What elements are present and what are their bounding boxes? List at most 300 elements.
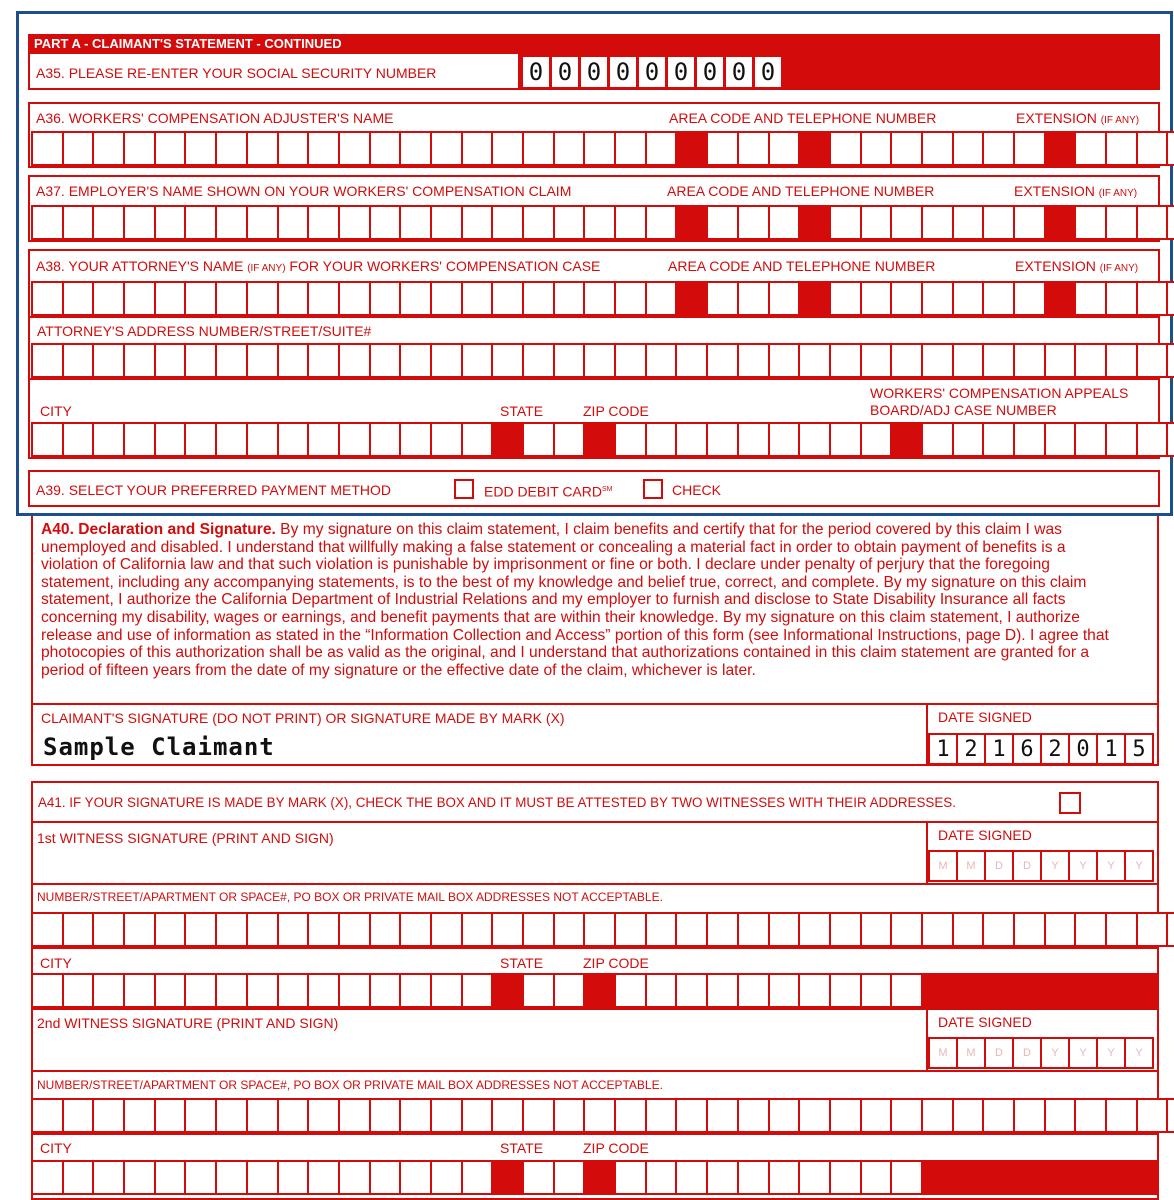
- char-box[interactable]: [1074, 205, 1107, 240]
- char-box[interactable]: [338, 281, 371, 316]
- char-box[interactable]: [277, 973, 310, 1008]
- char-box[interactable]: [215, 281, 248, 316]
- w2-address-boxes[interactable]: [31, 1098, 1174, 1133]
- char-box[interactable]: [277, 281, 310, 316]
- char-box[interactable]: [277, 1160, 310, 1195]
- char-box[interactable]: [798, 973, 831, 1008]
- char-box[interactable]: [307, 131, 340, 166]
- char-box[interactable]: [1166, 1098, 1174, 1133]
- char-box[interactable]: [277, 422, 310, 457]
- char-box[interactable]: [491, 281, 524, 316]
- char-box[interactable]: [246, 973, 279, 1008]
- char-box[interactable]: [645, 1098, 678, 1133]
- char-box[interactable]: [675, 422, 708, 457]
- char-box[interactable]: [737, 912, 770, 947]
- date-digit-box[interactable]: 1: [1096, 733, 1126, 765]
- char-box[interactable]: [614, 131, 647, 166]
- char-box[interactable]: [645, 973, 678, 1008]
- char-box[interactable]: [860, 343, 893, 378]
- char-box[interactable]: [123, 205, 156, 240]
- char-box[interactable]: [307, 281, 340, 316]
- date-digit-box[interactable]: Y: [1096, 1037, 1126, 1069]
- char-box[interactable]: [62, 131, 95, 166]
- char-box[interactable]: [982, 281, 1015, 316]
- char-box[interactable]: [522, 131, 555, 166]
- char-box[interactable]: [184, 912, 217, 947]
- w2-date-boxes[interactable]: [928, 1037, 1152, 1069]
- char-box[interactable]: [92, 343, 125, 378]
- char-box[interactable]: [829, 343, 862, 378]
- char-box[interactable]: [768, 973, 801, 1008]
- char-box[interactable]: [154, 281, 187, 316]
- date-digit-box[interactable]: D: [1012, 1037, 1042, 1069]
- a37-boxes[interactable]: [31, 205, 1174, 240]
- char-box[interactable]: [1105, 912, 1138, 947]
- char-box[interactable]: [706, 1098, 739, 1133]
- char-box[interactable]: [31, 422, 64, 457]
- char-box[interactable]: [399, 343, 432, 378]
- char-box[interactable]: [829, 205, 862, 240]
- char-box[interactable]: [798, 912, 831, 947]
- char-box[interactable]: [154, 1098, 187, 1133]
- char-box[interactable]: [123, 343, 156, 378]
- char-box[interactable]: [614, 422, 647, 457]
- char-box[interactable]: [706, 1160, 739, 1195]
- char-box[interactable]: [277, 131, 310, 166]
- char-box[interactable]: [1044, 1098, 1077, 1133]
- char-box[interactable]: [522, 1160, 555, 1195]
- char-box[interactable]: [491, 343, 524, 378]
- mark-attestation-checkbox[interactable]: [1059, 792, 1081, 814]
- char-box[interactable]: [307, 422, 340, 457]
- char-box[interactable]: [737, 131, 770, 166]
- char-box[interactable]: [553, 131, 586, 166]
- char-box[interactable]: [1136, 912, 1169, 947]
- a38-city-boxes[interactable]: [31, 422, 1174, 457]
- char-box[interactable]: [491, 912, 524, 947]
- char-box[interactable]: [1013, 205, 1046, 240]
- char-box[interactable]: [737, 1098, 770, 1133]
- char-box[interactable]: [399, 205, 432, 240]
- char-box[interactable]: [338, 343, 371, 378]
- char-box[interactable]: [553, 973, 586, 1008]
- char-box[interactable]: [92, 1098, 125, 1133]
- char-box[interactable]: [1013, 343, 1046, 378]
- char-box[interactable]: [123, 912, 156, 947]
- char-box[interactable]: [614, 1160, 647, 1195]
- char-box[interactable]: [154, 973, 187, 1008]
- char-box[interactable]: [154, 343, 187, 378]
- char-box[interactable]: [1074, 912, 1107, 947]
- char-box[interactable]: [645, 422, 678, 457]
- char-box[interactable]: [553, 343, 586, 378]
- char-box[interactable]: [583, 131, 616, 166]
- char-box[interactable]: [1166, 131, 1174, 166]
- char-box[interactable]: [31, 205, 64, 240]
- char-box[interactable]: [768, 422, 801, 457]
- char-box[interactable]: [491, 131, 524, 166]
- char-box[interactable]: [1105, 343, 1138, 378]
- char-box[interactable]: [768, 343, 801, 378]
- char-box[interactable]: [31, 343, 64, 378]
- char-box[interactable]: [645, 205, 678, 240]
- char-box[interactable]: [184, 973, 217, 1008]
- char-box[interactable]: [890, 131, 923, 166]
- char-box[interactable]: [31, 973, 64, 1008]
- date-digit-box[interactable]: 2: [1040, 733, 1070, 765]
- char-box[interactable]: [553, 205, 586, 240]
- char-box[interactable]: [1013, 131, 1046, 166]
- char-box[interactable]: [553, 912, 586, 947]
- char-box[interactable]: [184, 281, 217, 316]
- char-box[interactable]: [461, 281, 494, 316]
- char-box[interactable]: [184, 205, 217, 240]
- char-box[interactable]: [982, 422, 1015, 457]
- char-box[interactable]: [921, 912, 954, 947]
- char-box[interactable]: [184, 131, 217, 166]
- char-box[interactable]: [737, 343, 770, 378]
- char-box[interactable]: [890, 281, 923, 316]
- char-box[interactable]: [92, 1160, 125, 1195]
- debit-card-checkbox[interactable]: [454, 479, 474, 499]
- char-box[interactable]: [215, 205, 248, 240]
- char-box[interactable]: [369, 343, 402, 378]
- char-box[interactable]: [768, 912, 801, 947]
- char-box[interactable]: [1105, 281, 1138, 316]
- char-box[interactable]: [1074, 1098, 1107, 1133]
- char-box[interactable]: [860, 973, 893, 1008]
- char-box[interactable]: [154, 131, 187, 166]
- char-box[interactable]: [246, 131, 279, 166]
- a40-date-boxes[interactable]: [928, 733, 1152, 765]
- char-box[interactable]: [1074, 131, 1107, 166]
- char-box[interactable]: [461, 422, 494, 457]
- char-box[interactable]: [829, 1160, 862, 1195]
- char-box[interactable]: [430, 422, 463, 457]
- char-box[interactable]: [798, 1098, 831, 1133]
- char-box[interactable]: [399, 281, 432, 316]
- char-box[interactable]: [829, 281, 862, 316]
- char-box[interactable]: [675, 1098, 708, 1133]
- char-box[interactable]: [430, 1160, 463, 1195]
- char-box[interactable]: [430, 912, 463, 947]
- date-digit-box[interactable]: 1: [984, 733, 1014, 765]
- char-box[interactable]: [338, 1098, 371, 1133]
- date-digit-box[interactable]: 5: [1124, 733, 1154, 765]
- date-digit-box[interactable]: Y: [1124, 850, 1154, 882]
- a38-address-boxes[interactable]: [31, 343, 1174, 378]
- char-box[interactable]: [215, 422, 248, 457]
- date-digit-box[interactable]: Y: [1068, 1037, 1098, 1069]
- char-box[interactable]: [215, 1098, 248, 1133]
- char-box[interactable]: [952, 1098, 985, 1133]
- char-box[interactable]: [952, 205, 985, 240]
- char-box[interactable]: [522, 422, 555, 457]
- char-box[interactable]: [399, 912, 432, 947]
- char-box[interactable]: [461, 343, 494, 378]
- char-box[interactable]: [154, 1160, 187, 1195]
- char-box[interactable]: [675, 973, 708, 1008]
- char-box[interactable]: [246, 281, 279, 316]
- char-box[interactable]: [768, 131, 801, 166]
- char-box[interactable]: [62, 422, 95, 457]
- char-box[interactable]: [890, 343, 923, 378]
- char-box[interactable]: [890, 1098, 923, 1133]
- char-box[interactable]: [1166, 281, 1174, 316]
- w2-city-boxes[interactable]: [31, 1160, 1159, 1195]
- char-box[interactable]: [614, 205, 647, 240]
- char-box[interactable]: [399, 422, 432, 457]
- char-box[interactable]: [246, 205, 279, 240]
- char-box[interactable]: [277, 912, 310, 947]
- date-digit-box[interactable]: M: [956, 850, 986, 882]
- char-box[interactable]: [277, 343, 310, 378]
- char-box[interactable]: [369, 1160, 402, 1195]
- char-box[interactable]: [1013, 1098, 1046, 1133]
- char-box[interactable]: [461, 131, 494, 166]
- char-box[interactable]: [522, 912, 555, 947]
- char-box[interactable]: [583, 205, 616, 240]
- char-box[interactable]: [583, 1098, 616, 1133]
- char-box[interactable]: [307, 1160, 340, 1195]
- char-box[interactable]: [184, 422, 217, 457]
- char-box[interactable]: [369, 973, 402, 1008]
- char-box[interactable]: [31, 281, 64, 316]
- char-box[interactable]: [92, 422, 125, 457]
- char-box[interactable]: [461, 912, 494, 947]
- char-box[interactable]: [522, 281, 555, 316]
- char-box[interactable]: [553, 1098, 586, 1133]
- char-box[interactable]: [706, 343, 739, 378]
- w1-city-boxes[interactable]: [31, 973, 1159, 1008]
- char-box[interactable]: [277, 1098, 310, 1133]
- char-box[interactable]: [553, 281, 586, 316]
- char-box[interactable]: [430, 205, 463, 240]
- char-box[interactable]: [860, 205, 893, 240]
- a38-name-boxes[interactable]: [31, 281, 1174, 316]
- char-box[interactable]: [62, 1160, 95, 1195]
- char-box[interactable]: [1013, 912, 1046, 947]
- char-box[interactable]: [829, 1098, 862, 1133]
- char-box[interactable]: [522, 205, 555, 240]
- char-box[interactable]: [1074, 343, 1107, 378]
- char-box[interactable]: [307, 343, 340, 378]
- char-box[interactable]: [1136, 343, 1169, 378]
- char-box[interactable]: [399, 1160, 432, 1195]
- char-box[interactable]: [246, 422, 279, 457]
- ssn-input[interactable]: [522, 56, 782, 88]
- char-box[interactable]: [215, 1160, 248, 1195]
- char-box[interactable]: [307, 912, 340, 947]
- char-box[interactable]: [1136, 1098, 1169, 1133]
- char-box[interactable]: [952, 912, 985, 947]
- char-box[interactable]: [246, 1098, 279, 1133]
- char-box[interactable]: [890, 205, 923, 240]
- char-box[interactable]: [1166, 343, 1174, 378]
- char-box[interactable]: [369, 281, 402, 316]
- char-box[interactable]: [860, 131, 893, 166]
- char-box[interactable]: [1074, 281, 1107, 316]
- char-box[interactable]: [522, 343, 555, 378]
- char-box[interactable]: [430, 973, 463, 1008]
- char-box[interactable]: [123, 973, 156, 1008]
- char-box[interactable]: [491, 1098, 524, 1133]
- char-box[interactable]: [706, 281, 739, 316]
- date-digit-box[interactable]: 1: [928, 733, 958, 765]
- char-box[interactable]: [31, 912, 64, 947]
- char-box[interactable]: [62, 912, 95, 947]
- char-box[interactable]: [890, 912, 923, 947]
- char-box[interactable]: [952, 343, 985, 378]
- date-digit-box[interactable]: M: [928, 850, 958, 882]
- char-box[interactable]: [798, 1160, 831, 1195]
- char-box[interactable]: [737, 1160, 770, 1195]
- char-box[interactable]: [307, 1098, 340, 1133]
- claimant-signature[interactable]: Sample Claimant: [43, 733, 275, 761]
- char-box[interactable]: [1074, 422, 1107, 457]
- char-box[interactable]: [123, 281, 156, 316]
- char-box[interactable]: [798, 343, 831, 378]
- date-digit-box[interactable]: D: [1012, 850, 1042, 882]
- char-box[interactable]: [921, 422, 954, 457]
- char-box[interactable]: [154, 912, 187, 947]
- char-box[interactable]: [123, 422, 156, 457]
- char-box[interactable]: [62, 281, 95, 316]
- char-box[interactable]: [982, 205, 1015, 240]
- char-box[interactable]: [307, 205, 340, 240]
- char-box[interactable]: [921, 1098, 954, 1133]
- char-box[interactable]: [860, 912, 893, 947]
- char-box[interactable]: [737, 422, 770, 457]
- char-box[interactable]: [399, 131, 432, 166]
- char-box[interactable]: [645, 1160, 678, 1195]
- char-box[interactable]: [1013, 422, 1046, 457]
- char-box[interactable]: [614, 973, 647, 1008]
- char-box[interactable]: [829, 973, 862, 1008]
- char-box[interactable]: [798, 422, 831, 457]
- char-box[interactable]: [921, 205, 954, 240]
- char-box[interactable]: [675, 1160, 708, 1195]
- char-box[interactable]: [1013, 281, 1046, 316]
- char-box[interactable]: [31, 1098, 64, 1133]
- char-box[interactable]: [829, 912, 862, 947]
- char-box[interactable]: [860, 1160, 893, 1195]
- char-box[interactable]: [246, 343, 279, 378]
- w1-address-boxes[interactable]: [31, 912, 1174, 947]
- char-box[interactable]: [982, 912, 1015, 947]
- char-box[interactable]: [645, 281, 678, 316]
- char-box[interactable]: [1136, 422, 1169, 457]
- char-box[interactable]: [62, 343, 95, 378]
- char-box[interactable]: [737, 205, 770, 240]
- char-box[interactable]: [829, 422, 862, 457]
- char-box[interactable]: [614, 343, 647, 378]
- char-box[interactable]: [31, 131, 64, 166]
- char-box[interactable]: [952, 422, 985, 457]
- char-box[interactable]: [1044, 343, 1077, 378]
- char-box[interactable]: [246, 1160, 279, 1195]
- char-box[interactable]: [675, 343, 708, 378]
- char-box[interactable]: [706, 973, 739, 1008]
- char-box[interactable]: [982, 131, 1015, 166]
- char-box[interactable]: [31, 1160, 64, 1195]
- char-box[interactable]: [369, 131, 402, 166]
- char-box[interactable]: [369, 912, 402, 947]
- char-box[interactable]: [215, 131, 248, 166]
- char-box[interactable]: [768, 1098, 801, 1133]
- char-box[interactable]: [768, 205, 801, 240]
- char-box[interactable]: [399, 1098, 432, 1133]
- char-box[interactable]: [522, 1098, 555, 1133]
- char-box[interactable]: [92, 973, 125, 1008]
- char-box[interactable]: [860, 1098, 893, 1133]
- char-box[interactable]: [123, 1098, 156, 1133]
- char-box[interactable]: [1136, 281, 1169, 316]
- char-box[interactable]: [215, 343, 248, 378]
- char-box[interactable]: [982, 1098, 1015, 1133]
- char-box[interactable]: [123, 1160, 156, 1195]
- char-box[interactable]: [1136, 131, 1169, 166]
- char-box[interactable]: [184, 1160, 217, 1195]
- char-box[interactable]: [982, 343, 1015, 378]
- date-digit-box[interactable]: M: [928, 1037, 958, 1069]
- char-box[interactable]: [215, 973, 248, 1008]
- date-digit-box[interactable]: 2: [956, 733, 986, 765]
- char-box[interactable]: [338, 973, 371, 1008]
- a36-boxes[interactable]: [31, 131, 1174, 166]
- char-box[interactable]: [369, 205, 402, 240]
- char-box[interactable]: [154, 422, 187, 457]
- char-box[interactable]: [62, 1098, 95, 1133]
- char-box[interactable]: [338, 422, 371, 457]
- char-box[interactable]: [338, 205, 371, 240]
- char-box[interactable]: [553, 422, 586, 457]
- char-box[interactable]: [1166, 205, 1174, 240]
- char-box[interactable]: [184, 1098, 217, 1133]
- char-box[interactable]: [583, 912, 616, 947]
- char-box[interactable]: [706, 912, 739, 947]
- char-box[interactable]: [92, 131, 125, 166]
- char-box[interactable]: [921, 131, 954, 166]
- char-box[interactable]: [860, 422, 893, 457]
- char-box[interactable]: [92, 912, 125, 947]
- char-box[interactable]: [522, 973, 555, 1008]
- char-box[interactable]: [645, 131, 678, 166]
- char-box[interactable]: [369, 1098, 402, 1133]
- w1-date-boxes[interactable]: [928, 850, 1152, 882]
- char-box[interactable]: [1105, 1098, 1138, 1133]
- char-box[interactable]: [645, 343, 678, 378]
- date-digit-box[interactable]: D: [984, 1037, 1014, 1069]
- char-box[interactable]: [706, 131, 739, 166]
- char-box[interactable]: [461, 1098, 494, 1133]
- char-box[interactable]: [399, 973, 432, 1008]
- char-box[interactable]: [154, 205, 187, 240]
- char-box[interactable]: [645, 912, 678, 947]
- char-box[interactable]: [583, 343, 616, 378]
- char-box[interactable]: [1166, 912, 1174, 947]
- char-box[interactable]: [614, 1098, 647, 1133]
- char-box[interactable]: [952, 281, 985, 316]
- char-box[interactable]: [246, 912, 279, 947]
- char-box[interactable]: [92, 281, 125, 316]
- char-box[interactable]: [1044, 912, 1077, 947]
- char-box[interactable]: [430, 343, 463, 378]
- date-digit-box[interactable]: Y: [1068, 850, 1098, 882]
- char-box[interactable]: [1136, 205, 1169, 240]
- char-box[interactable]: [1105, 422, 1138, 457]
- char-box[interactable]: [307, 973, 340, 1008]
